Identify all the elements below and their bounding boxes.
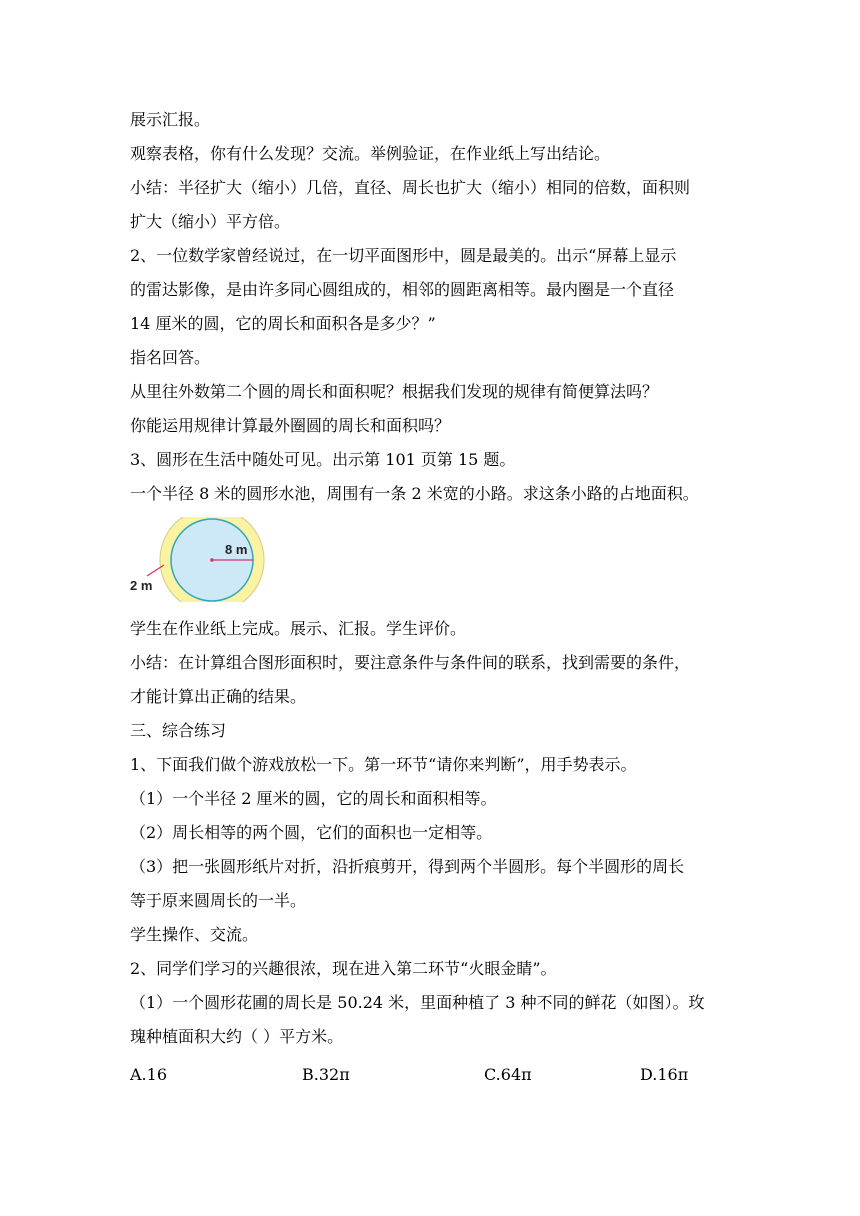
text-line: 瑰种植面积大约（ ）平方米。 [130,1027,344,1046]
text-line: 2、同学们学习的兴趣很浓，现在进入第二环节“火眼金睛”。 [130,959,557,978]
text-line: 3、圆形在生活中随处可见。出示第 101 页第 15 题。 [130,450,516,469]
text-line: （1）一个半径 2 厘米的圆，它的周长和面积相等。 [130,789,497,808]
pool-diagram [127,517,287,602]
text-line: 小结：在计算组合图形面积时，要注意条件与条件间的联系，找到需要的条件， [130,653,691,672]
text-line: （1）一个圆形花圃的周长是 50.24 米，里面种植了 3 种不同的鲜花（如图）。玫 [130,993,705,1012]
text-line: 扩大（缩小）平方倍。 [130,212,291,231]
document-body [130,103,730,1092]
text-line: 才能计算出正确的结果。 [130,687,307,706]
path-label: 2 m [130,578,153,593]
text-line: 学生在作业纸上完成。展示、汇报。学生评价。 [130,619,467,638]
text-line: 指名回答。 [130,348,211,367]
text-line: 1、下面我们做个游戏放松一下。第一环节“请你来判断”，用手势表示。 [130,755,637,774]
text-line: 观察表格，你有什么发现？交流。举例验证，在作业纸上写出结论。 [130,144,611,163]
option-b: B.32π [302,1065,350,1084]
option-d: D.16π [640,1065,689,1084]
text-line: 等于原来圆周长的一半。 [130,891,307,910]
text-line: 14 厘米的圆，它的周长和面积各是多少？” [130,314,436,333]
option-a: A.16 [130,1065,167,1084]
text-line: 展示汇报。 [130,110,211,129]
text-line: 2、一位数学家曾经说过，在一切平面图形中，圆是最美的。出示“屏幕上显示 [130,246,677,265]
option-c: C.64π [484,1065,532,1084]
radius-label: 8 m [225,542,248,557]
text-line: 学生操作、交流。 [130,925,259,944]
text-line: 一个半径 8 米的圆形水池，周围有一条 2 米宽的小路。求这条小路的占地面积。 [130,484,699,503]
text-line: （2）周长相等的两个圆，它们的面积也一定相等。 [130,823,493,842]
answer-options [130,1058,730,1092]
center-dot [210,558,214,562]
text-line: （3）把一张圆形纸片对折，沿折痕剪开，得到两个半圆形。每个半圆形的周长 [130,857,685,876]
pool-figure [127,517,287,602]
section-heading: 三、综合练习 [130,721,227,740]
text-line: 你能运用规律计算最外圈圆的周长和面积吗？ [130,416,451,435]
text-line: 小结：半径扩大（缩小）几倍，直径、周长也扩大（缩小）相同的倍数，面积则 [130,178,691,197]
text-line: 从里往外数第二个圆的周长和面积呢？根据我们发现的规律有简便算法吗？ [130,382,659,401]
text-line: 的雷达影像，是由许多同心圆组成的，相邻的圆距离相等。最内圈是一个直径 [130,280,675,299]
